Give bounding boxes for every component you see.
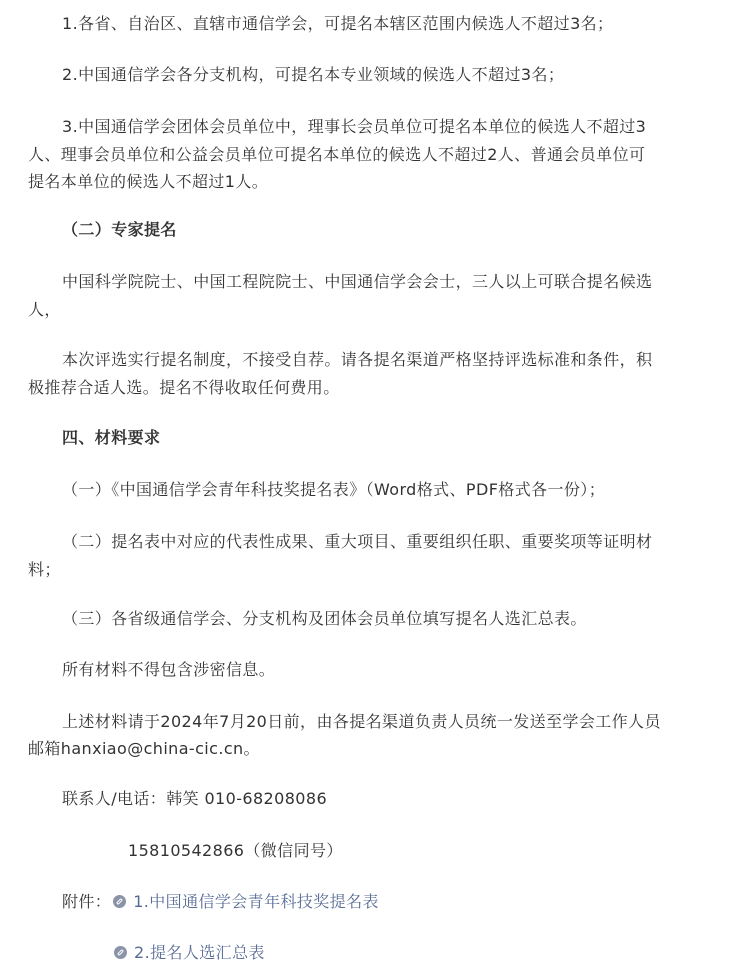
attachment-link-1[interactable] xyxy=(111,892,379,911)
attachment-link-2-label: 2.提名人选汇总表 xyxy=(134,943,265,962)
link-icon xyxy=(114,946,127,959)
link-icon xyxy=(113,895,126,908)
material-item-3: （三）各省级通信学会、分支机构及团体会员单位填写提名人选汇总表。 xyxy=(62,609,587,628)
rule-paragraph-3-line-2: 人、理事会员单位和公益会员单位可提名本单位的候选人不超过2人、普通会员单位可 xyxy=(28,145,646,164)
nomination-rule-line-1: 本次评选实行提名制度，不接受自荐。请各提名渠道严格坚持评选标准和条件，积 xyxy=(62,350,653,369)
rule-paragraph-3-line-3: 提名本单位的候选人不超过1人。 xyxy=(28,172,269,191)
attachment-link-2[interactable] xyxy=(112,943,265,962)
material-item-1: （一）《中国通信学会青年科技奖提名表》（Word格式、PDF格式各一份）； xyxy=(62,480,606,499)
expert-paragraph-line-1: 中国科学院院士、中国工程院院士、中国通信学会会士，三人以上可联合提名候选 xyxy=(62,272,653,291)
submission-paragraph-line-1: 上述材料请于2024年7月20日前，由各提名渠道负责人员统一发送至学会工作人员 xyxy=(62,712,661,731)
attachment-link-1-label: 1.中国通信学会青年科技奖提名表 xyxy=(133,892,379,911)
rule-paragraph-2: 2.中国通信学会各分支机构，可提名本专业领域的候选人不超过3名； xyxy=(62,65,565,84)
rule-paragraph-1: 1.各省、自治区、直辖市通信学会，可提名本辖区范围内候选人不超过3名； xyxy=(62,14,614,33)
confidentiality-note: 所有材料不得包含涉密信息。 xyxy=(62,660,276,679)
contact-phone-line: 15810542866（微信同号） xyxy=(128,841,343,860)
expert-nomination-heading: （二）专家提名 xyxy=(62,220,177,239)
submission-paragraph-line-2: 邮箱hanxiao@china-cic.cn。 xyxy=(28,739,260,758)
rule-paragraph-3-line-1: 3.中国通信学会团体会员单位中，理事长会员单位可提名本单位的候选人不超过3 xyxy=(62,117,647,136)
material-item-2-line-2: 料； xyxy=(28,560,61,579)
material-item-2-line-1: （二）提名表中对应的代表性成果、重大项目、重要组织任职、重要奖项等证明材 xyxy=(62,532,653,551)
materials-heading: 四、材料要求 xyxy=(62,428,161,447)
nomination-rule-line-2: 极推荐合适人选。提名不得收取任何费用。 xyxy=(28,378,340,397)
contact-line: 联系人/电话：韩笑 010-68208086 xyxy=(62,789,328,808)
attachments-label: 附件： xyxy=(62,892,112,911)
attachments-line xyxy=(62,888,744,916)
attachment-line-2 xyxy=(112,939,744,967)
expert-paragraph-line-2: 人， xyxy=(28,300,61,319)
